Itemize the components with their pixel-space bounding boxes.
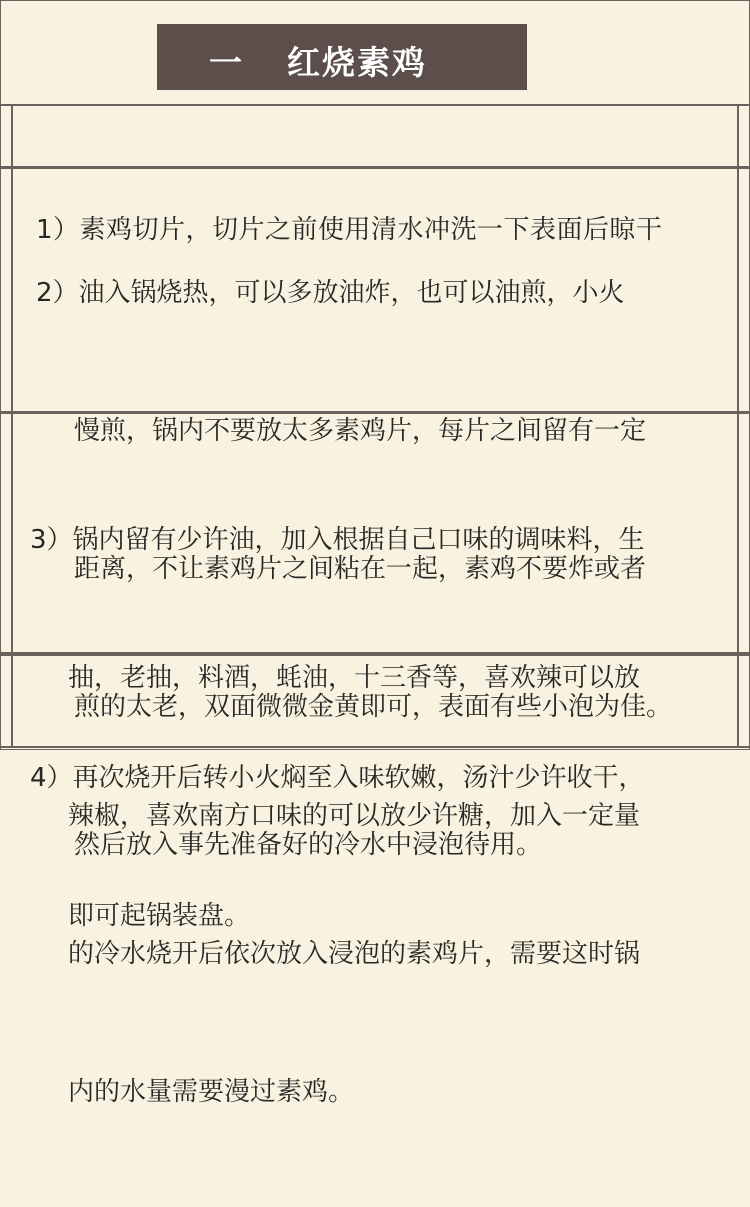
recipe-title-bar [157,24,527,90]
recipe-number: 一 [209,43,244,82]
step-line: 即可起锅装盘。 [68,901,251,931]
step-line: 4）再次烧开后转小火焖至入味软嫩，汤汁少许收干， [30,763,645,793]
step-line: 抽，老抽，料酒，蚝油，十三香等，喜欢辣可以放 [68,663,641,693]
step-line: 内的水量需要漫过素鸡。 [68,1077,355,1107]
step-4-text [30,663,742,1031]
recipe-title: 红烧素鸡 [287,43,427,82]
step-line: 慢煎，锅内不要放太多素鸡片，每片之间留有一定 [74,416,647,446]
step-line: 1）素鸡切片，切片之前使用清水冲洗一下表面后晾干 [36,215,663,245]
step-line: 然后放入事先准备好的冷水中浸泡待用。 [74,830,543,860]
divider [11,106,13,166]
divider [11,414,13,652]
divider [11,656,13,746]
step-line: 距离，不让素鸡片之间粘在一起，素鸡不要炸或者 [74,554,647,584]
divider [11,169,13,411]
step-line: 煎的太老，双面微微金黄即可，表面有些小泡为佳。 [74,692,673,722]
step-line: 2）油入锅烧热，可以多放油炸，也可以油煎，小火 [36,278,625,308]
step-1-box [0,104,750,245]
step-line: 3）锅内留有少许油，加入根据自己口味的调味料，生 [30,525,645,555]
step-line: 的冷水烧开后依次放入浸泡的素鸡片，需要这时锅 [68,939,641,969]
step-line: 辣椒，喜欢南方口味的可以放少许糖，加入一定量 [68,801,641,831]
